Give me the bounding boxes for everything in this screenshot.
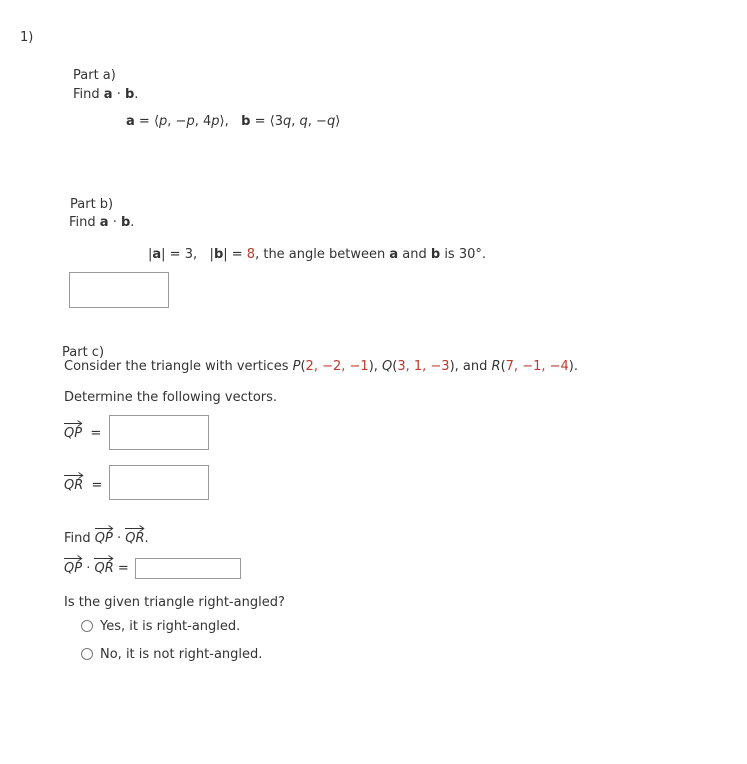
qp-vector-symbol: QP (64, 561, 82, 576)
vector-arrow-icon (64, 420, 82, 427)
part-b-label: Part b) (70, 197, 114, 212)
qr-label: QR = (64, 478, 102, 493)
part-b-prompt: Find a · b. (69, 215, 135, 230)
option-no-label: No, it is not right-angled. (100, 647, 263, 662)
part-a-vector-definitions: a = ⟨p, −p, 4p⟩, b = ⟨3q, q, −q⟩ (126, 114, 341, 129)
vector-arrow-icon (95, 525, 113, 532)
qr-answer-input[interactable] (109, 465, 209, 500)
vector-arrow-icon (125, 525, 144, 532)
option-yes-label: Yes, it is right-angled. (100, 619, 241, 634)
part-b-given: |a| = 3, |b| = 8, the angle between a and b is 30°. (148, 247, 487, 262)
right-angle-question: Is the given triangle right-angled? (64, 595, 285, 610)
question-number: 1) (20, 30, 34, 45)
qr-vector-symbol: QR (64, 478, 83, 493)
qp-vector-symbol: QP (64, 426, 82, 441)
qp-vector-symbol: QP (95, 531, 113, 546)
vector-arrow-icon (64, 555, 82, 562)
vector-arrow-icon (64, 472, 83, 479)
radio-yes[interactable] (81, 620, 93, 632)
find-dot-product-prompt: Find QP · QR. (64, 531, 149, 546)
dot-product-answer-input[interactable] (135, 558, 241, 579)
part-c-triangle-statement: Consider the triangle with vertices P(2, −2, −1), Q(3, 1, −3), and R(7, −1, −4). (64, 359, 579, 374)
qr-vector-symbol: QR (94, 561, 113, 576)
qp-label: QP = (64, 426, 101, 441)
qp-answer-input[interactable] (109, 415, 209, 450)
determine-instruction: Determine the following vectors. (64, 390, 278, 405)
part-a-prompt: Find a · b. (73, 87, 139, 102)
part-a-label: Part a) (73, 68, 116, 83)
radio-no[interactable] (81, 648, 93, 660)
qr-vector-symbol: QR (125, 531, 144, 546)
part-c-label: Part c) (62, 345, 105, 360)
dot-product-label: QP · QR = (64, 561, 129, 576)
vector-arrow-icon (94, 555, 113, 562)
part-b-answer-input[interactable] (69, 272, 169, 308)
